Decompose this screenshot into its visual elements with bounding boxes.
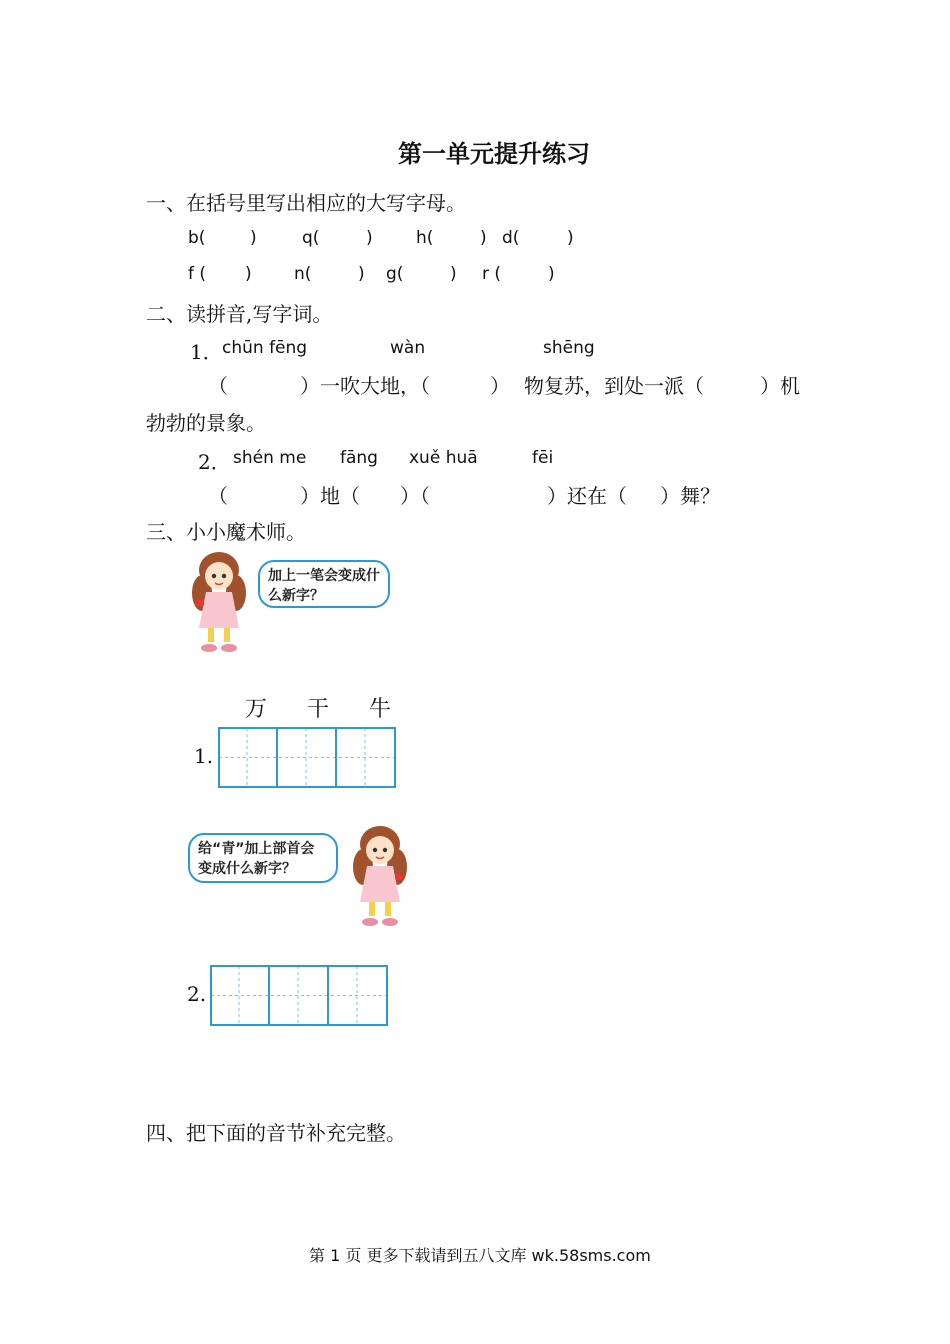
letter-h: h( bbox=[416, 228, 434, 248]
char-gan: 干 bbox=[307, 697, 330, 722]
pinyin-fei: fēi bbox=[532, 448, 554, 468]
blank-close: ） bbox=[490, 374, 510, 398]
paren-close: ) bbox=[548, 264, 555, 284]
page-footer: 第 1 页 更多下载请到五八文库 wk.58sms.com bbox=[309, 1246, 651, 1265]
letter-f: f ( bbox=[188, 264, 207, 284]
sentence-line2: 勃勃的景象。 bbox=[146, 411, 266, 435]
sentence-part: ）一吹大地，（ bbox=[300, 374, 430, 398]
page-title: 第一单元提升练习 bbox=[398, 139, 590, 168]
pinyin-sheng: shēng bbox=[543, 338, 595, 358]
letter-n: n( bbox=[294, 264, 312, 284]
writing-grid-2 bbox=[210, 965, 388, 1026]
paren-close: ) bbox=[245, 264, 252, 284]
paren-close: ) bbox=[450, 264, 457, 284]
sentence-part: ）地（ bbox=[300, 484, 360, 508]
girl-illustration bbox=[184, 548, 254, 656]
pinyin-fang: fāng bbox=[340, 448, 378, 468]
blank-open: （ bbox=[208, 374, 228, 398]
letter-d: d( bbox=[502, 228, 520, 248]
speech-bubble: 给“青”加上部首会变成什么新字？ bbox=[188, 833, 338, 883]
paren-close: ) bbox=[480, 228, 487, 248]
pinyin-xuehua: xuě huā bbox=[409, 448, 478, 468]
char-niu: 牛 bbox=[369, 697, 392, 722]
sentence-part: ）（ bbox=[400, 484, 430, 508]
sentence-part: ）还在（ bbox=[547, 484, 627, 508]
letter-r: r ( bbox=[482, 264, 502, 284]
grid2-label: 2. bbox=[187, 982, 207, 1006]
section3-heading: 三、小小魔术师。 bbox=[146, 520, 306, 544]
pinyin-wan: wàn bbox=[390, 338, 426, 358]
girl-illustration bbox=[345, 822, 415, 930]
section4-heading: 四、把下面的音节补充完整。 bbox=[146, 1121, 406, 1145]
speech-bubble: 加上一笔会变成什么新字？ bbox=[258, 560, 390, 608]
blank-open: （ bbox=[208, 484, 228, 508]
section1-heading: 一、在括号里写出相应的大写字母。 bbox=[146, 191, 466, 215]
pinyin-chunfeng: chūn fēng bbox=[222, 338, 308, 358]
writing-grid-1 bbox=[218, 727, 396, 788]
letter-q: q( bbox=[302, 228, 320, 248]
paren-close: ) bbox=[567, 228, 574, 248]
paren-close: ) bbox=[358, 264, 365, 284]
sentence-part: ）机 bbox=[760, 374, 800, 398]
sentence-part: 物复苏，到处一派（ bbox=[524, 374, 704, 398]
paren-close: ) bbox=[366, 228, 373, 248]
section2-heading: 二、读拼音,写字词。 bbox=[146, 302, 333, 326]
letter-b: b( bbox=[188, 228, 206, 248]
char-wan: 万 bbox=[245, 697, 268, 722]
item1-number: 1． bbox=[190, 340, 223, 364]
item2-number: 2． bbox=[198, 450, 231, 474]
pinyin-shenme: shén me bbox=[233, 448, 307, 468]
sentence-part: ）舞？ bbox=[660, 484, 720, 508]
letter-g: g( bbox=[386, 264, 404, 284]
paren-close: ) bbox=[250, 228, 257, 248]
grid1-label: 1. bbox=[194, 744, 214, 768]
